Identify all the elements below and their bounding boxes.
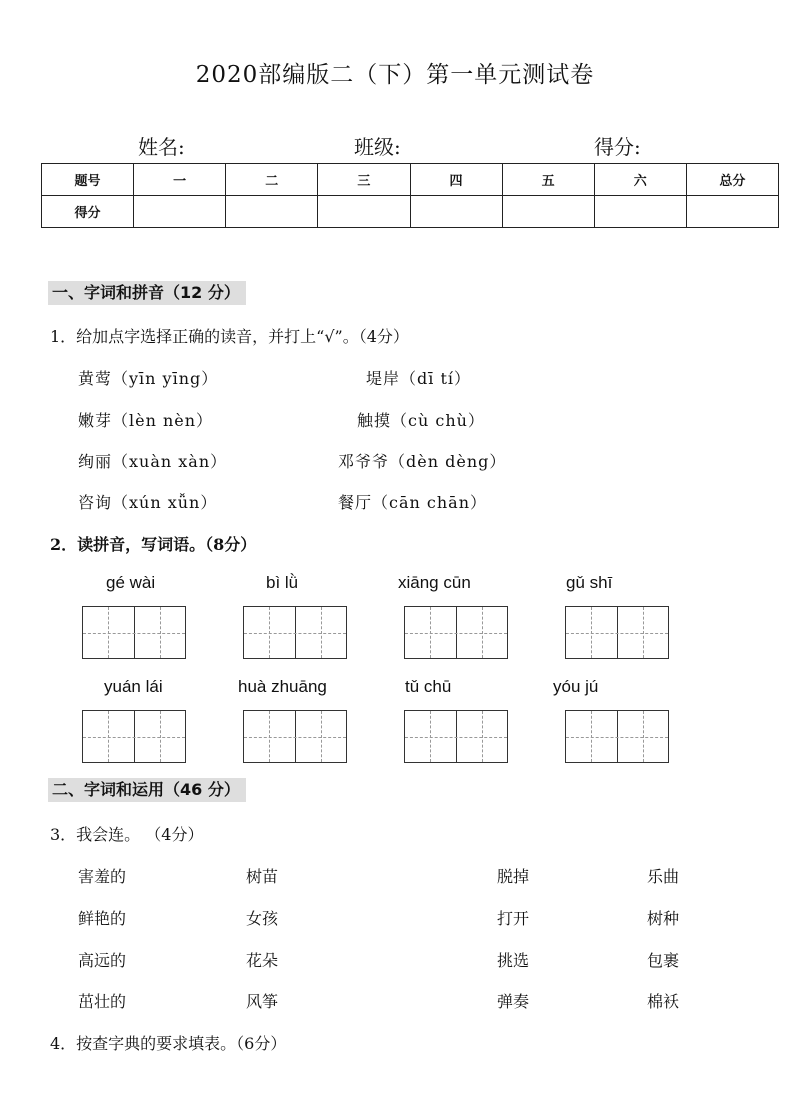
score-table xyxy=(41,163,779,228)
score-table-header-cell: 题号 xyxy=(42,164,134,196)
writing-grid[interactable] xyxy=(565,606,669,659)
score-cell[interactable] xyxy=(594,196,686,228)
writing-grid[interactable] xyxy=(243,606,347,659)
score-cell[interactable] xyxy=(318,196,410,228)
reading-choice-item[interactable]: 黄莺（yīn yīng） xyxy=(78,369,219,388)
match-word[interactable]: 高远的 xyxy=(78,951,127,970)
question-1-text: 1．给加点字选择正确的读音，并打上“√”。（4分） xyxy=(50,327,409,346)
pinyin-label: gé wài xyxy=(106,573,156,592)
score-table-header-cell: 五 xyxy=(502,164,594,196)
score-cell[interactable] xyxy=(502,196,594,228)
writing-grid[interactable] xyxy=(404,606,508,659)
match-word[interactable]: 树苗 xyxy=(246,867,279,886)
match-word[interactable]: 棉袄 xyxy=(647,992,680,1011)
score-table-header-row xyxy=(42,164,779,196)
match-word[interactable]: 包裹 xyxy=(647,951,680,970)
question-3-text: 3．我会连。 （4分） xyxy=(50,825,204,844)
match-word[interactable]: 树种 xyxy=(647,909,680,928)
reading-choice-item[interactable]: 邓爷爷（dèn dèng） xyxy=(338,452,507,471)
score-table-header-cell: 一 xyxy=(134,164,226,196)
page-title: 2020部编版二（下）第一单元测试卷 xyxy=(195,62,595,88)
reading-choice-item[interactable]: 餐厅（cān chān） xyxy=(338,493,488,512)
writing-grid[interactable] xyxy=(82,606,186,659)
class-label: 班级: xyxy=(354,135,401,159)
score-table-header-cell: 四 xyxy=(410,164,502,196)
match-word[interactable]: 鲜艳的 xyxy=(78,909,127,928)
score-table-header-cell: 六 xyxy=(594,164,686,196)
reading-choice-item[interactable]: 触摸（cù chù） xyxy=(357,411,485,430)
score-cell[interactable] xyxy=(134,196,226,228)
writing-grid[interactable] xyxy=(565,710,669,763)
score-label: 得分: xyxy=(594,135,641,159)
match-word[interactable]: 茁壮的 xyxy=(78,992,127,1011)
reading-choice-item[interactable]: 嫩芽（lèn nèn） xyxy=(78,411,214,430)
score-table-header-cell: 三 xyxy=(318,164,410,196)
pinyin-label: yóu jú xyxy=(553,677,599,696)
match-word[interactable]: 女孩 xyxy=(246,909,279,928)
score-table-header-cell: 总分 xyxy=(686,164,778,196)
match-word[interactable]: 挑选 xyxy=(497,951,530,970)
match-word[interactable]: 害羞的 xyxy=(78,867,127,886)
reading-choice-item[interactable]: 绚丽（xuàn xàn） xyxy=(78,452,228,471)
score-cell[interactable] xyxy=(226,196,318,228)
pinyin-label: bì lǜ xyxy=(266,573,299,592)
match-word[interactable]: 花朵 xyxy=(246,951,279,970)
name-label: 姓名: xyxy=(138,135,185,159)
writing-grid[interactable] xyxy=(404,710,508,763)
match-word[interactable]: 脱掉 xyxy=(497,867,530,886)
score-table-score-row xyxy=(42,196,779,228)
writing-grid[interactable] xyxy=(82,710,186,763)
score-table-row-label: 得分 xyxy=(42,196,134,228)
score-table-header-cell: 二 xyxy=(226,164,318,196)
pinyin-label: tǔ chū xyxy=(405,677,452,696)
pinyin-label: huà zhuāng xyxy=(238,677,327,696)
reading-choice-item[interactable]: 咨询（xún xǚn） xyxy=(78,493,218,512)
score-cell[interactable] xyxy=(410,196,502,228)
reading-choice-item[interactable]: 堤岸（dī tí） xyxy=(366,369,471,388)
match-word[interactable]: 弹奏 xyxy=(497,992,530,1011)
match-word[interactable]: 乐曲 xyxy=(647,867,680,886)
section-1-heading: 一、字词和拼音（12 分） xyxy=(48,281,246,305)
match-word[interactable]: 风筝 xyxy=(246,992,279,1011)
question-2-text: 2．读拼音，写词语。（8分） xyxy=(50,535,257,554)
writing-grid[interactable] xyxy=(243,710,347,763)
section-2-heading: 二、字词和运用（46 分） xyxy=(48,778,246,802)
pinyin-label: yuán lái xyxy=(104,677,163,696)
match-word[interactable]: 打开 xyxy=(497,909,530,928)
pinyin-label: xiāng cūn xyxy=(398,573,471,592)
pinyin-label: gǔ shī xyxy=(566,573,613,592)
score-cell[interactable] xyxy=(686,196,778,228)
question-4-text: 4．按查字典的要求填表。（6分） xyxy=(50,1034,287,1053)
